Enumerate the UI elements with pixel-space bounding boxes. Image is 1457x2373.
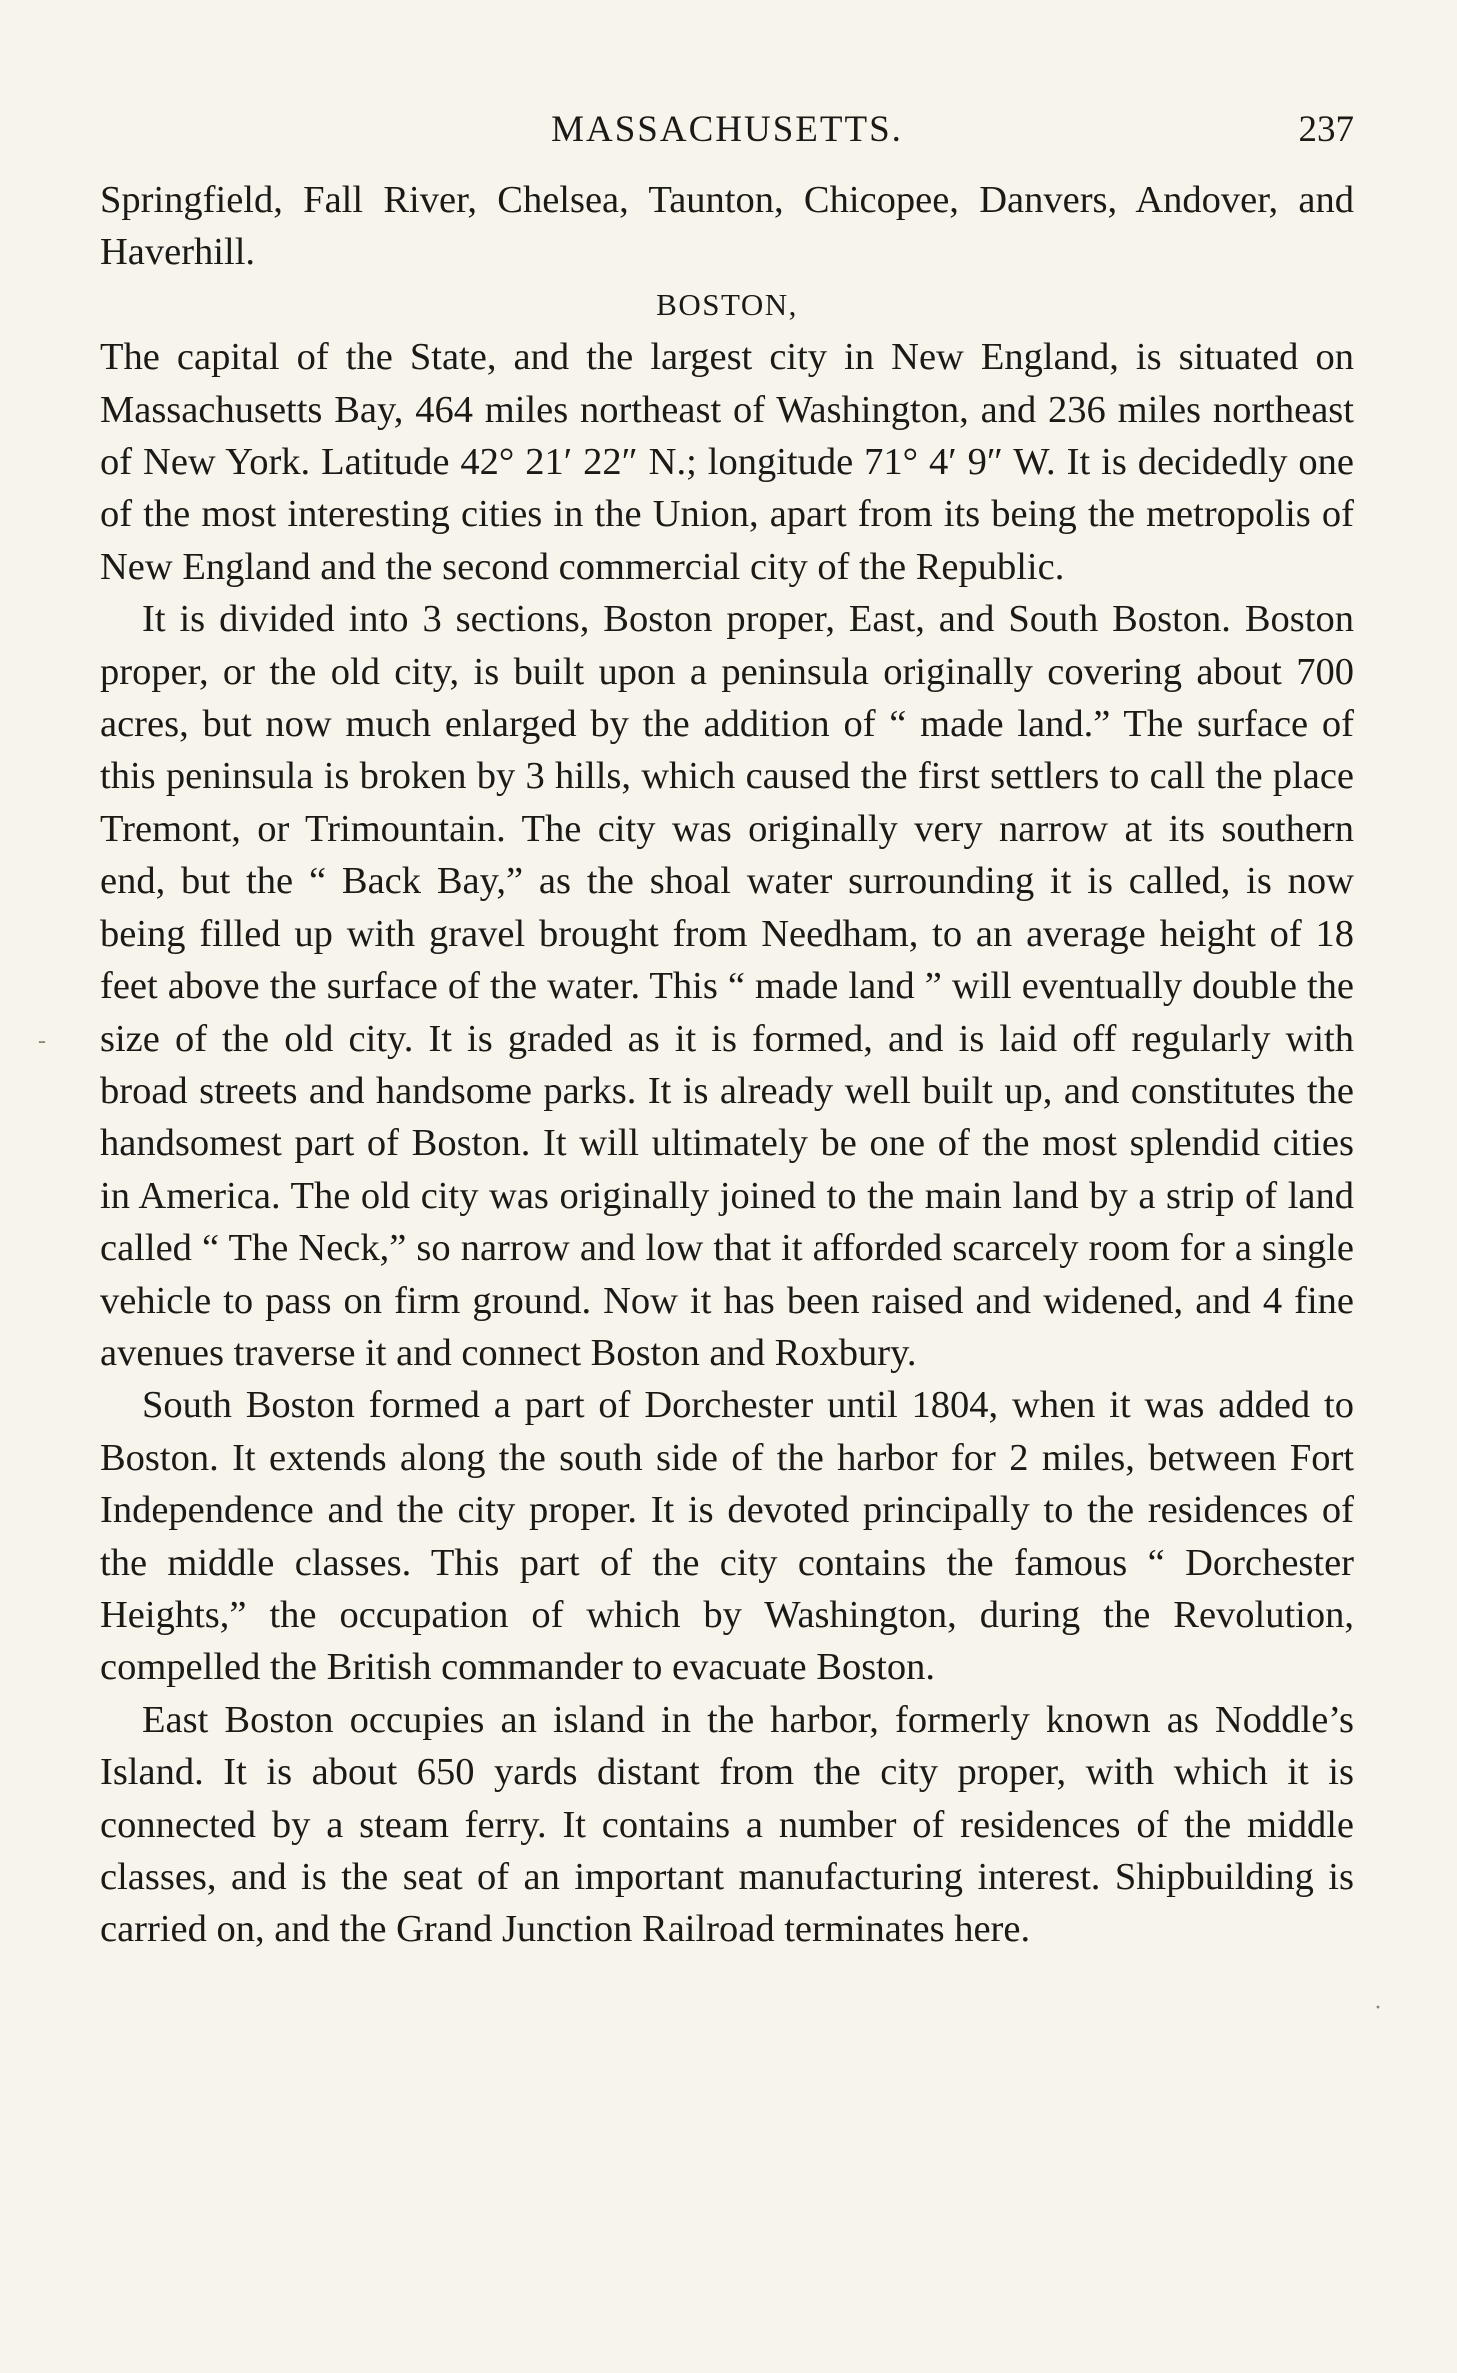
running-head	[100, 108, 1354, 160]
page	[100, 108, 1354, 1956]
section-heading: BOSTON,	[656, 286, 798, 322]
body-text	[100, 174, 1354, 1956]
paragraph-sections: It is divided into 3 sections, Boston proper, East, and South Boston. Boston proper, or the old city, is built upon a peninsula originally covering about 700 acres, but now much enlarged by the addition of “ made land.” The surface of this peninsula is broken by 3 hills, which caused the first settlers to call the place Tremont, or Trimountain. The city was originally very narrow at its southern end, but the “ Back Bay,” as the shoal water surrounding it is called, is now being filled up with gravel brought from Needham, to an average height of 18 feet above the surface of the water. This “ made land ” will eventually double the size of the old city. It is graded as it is formed, and is laid off regularly with broad streets and handsome parks. It is already well built up, and constitutes the handsomest part of Boston. It will ultimately be one of the most splendid cities in America. The old city was originally joined to the main land by a strip of land called “ The Neck,” so narrow and low that it afforded scarcely room for a single vehicle to pass on firm ground. Now it has been raised and widened, and 4 fine avenues traverse it and connect Boston and Roxbury.	[100, 598, 1354, 1374]
margin-mark-right: ·	[1374, 1995, 1382, 2021]
paragraph-boston-overview: The capital of the State, and the largest city in New England, is situated on Massachusetts Bay, 464 miles northeast of Washington, and 236 miles northeast of New York. Latitude 42° 21′ 22″ N.; longitude 71° 4′ 9″ W. It is decidedly one of the most interesting cities in the Union, apart from its being the metropolis of New England and the second commercial city of the Republic.	[100, 336, 1354, 588]
intro-paragraph: Springfield, Fall River, Chelsea, Taunton, Chicopee, Danvers, Andover, and Haverhill.	[100, 179, 1354, 274]
running-title: MASSACHUSETTS.	[551, 109, 903, 150]
paragraph-east-boston: East Boston occupies an island in the harbor, formerly known as Noddle’s Island. It is about 650 yards distant from the city proper, with which it is connected by a steam ferry. It contains a number of residences of the middle classes, and is the seat of an important manufacturing interest. Shipbuilding is carried on, and the Grand Junction Railroad terminates here.	[100, 1698, 1354, 1951]
paragraph-south-boston: South Boston formed a part of Dorchester until 1804, when it was added to Boston. It extends along the south side of the harbor for 2 miles, between Fort Independence and the city proper. It is devoted principally to the residences of the middle classes. This part of the city contains the famous “ Dorchester Heights,” the occupation of which by Washington, during the Revolution, compelled the British commander to evacuate Boston.	[100, 1384, 1354, 1689]
page-number: 237	[1298, 109, 1354, 150]
margin-mark-left: -	[38, 1028, 46, 1054]
